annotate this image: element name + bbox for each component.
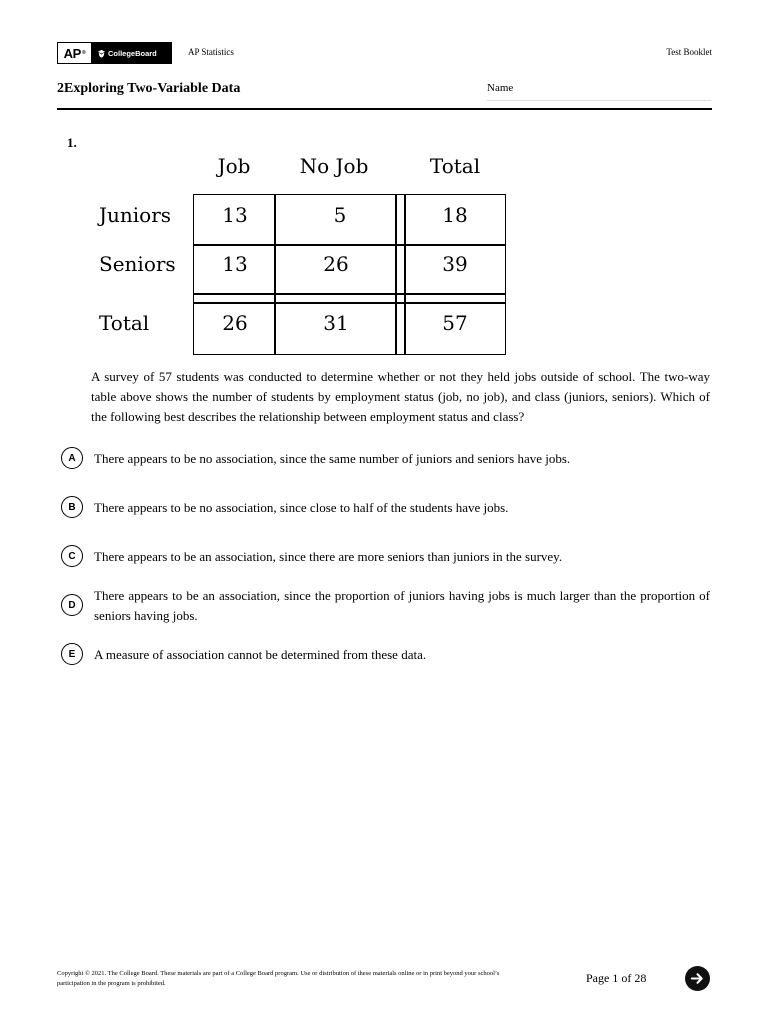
choice-text-a: There appears to be no association, since the same number of juniors and seniors have jobs. bbox=[94, 451, 571, 466]
answer-choice-c[interactable] bbox=[61, 547, 710, 567]
row-header-seniors: Seniors bbox=[99, 252, 176, 276]
grid-line bbox=[404, 195, 406, 354]
table-cell: 26 bbox=[222, 311, 248, 335]
row-header-total: Total bbox=[99, 311, 150, 335]
acorn-icon bbox=[97, 49, 106, 58]
grid-line bbox=[194, 293, 505, 295]
choice-bubble-d[interactable]: D bbox=[61, 594, 83, 616]
table-cell: 26 bbox=[323, 252, 349, 276]
choice-text-d: There appears to be an association, since the proportion of juniors having jobs is much larger than the proportion of seniors having jobs. bbox=[94, 588, 710, 623]
col-header-job: Job bbox=[217, 154, 251, 178]
collegeboard-logo bbox=[91, 43, 171, 63]
col-header-total: Total bbox=[429, 154, 481, 178]
question-number: 1. bbox=[67, 135, 77, 150]
grid-line bbox=[194, 244, 505, 246]
next-page-button[interactable] bbox=[685, 966, 710, 991]
arrow-right-icon bbox=[690, 971, 705, 986]
grid-line bbox=[395, 195, 397, 354]
choice-text-e: A measure of association cannot be determined from these data. bbox=[94, 647, 427, 662]
answer-choice-d[interactable] bbox=[61, 586, 710, 626]
answer-choice-b[interactable] bbox=[61, 498, 710, 518]
name-label: Name bbox=[487, 82, 514, 94]
header-divider bbox=[57, 108, 712, 110]
row-header-juniors: Juniors bbox=[99, 203, 172, 227]
unit-title: 2Exploring Two-Variable Data bbox=[57, 81, 241, 96]
choice-text-b: There appears to be no association, since close to half of the students have jobs. bbox=[94, 500, 509, 515]
grid-line bbox=[274, 195, 276, 354]
name-field-line bbox=[487, 100, 711, 101]
table-cell: 31 bbox=[323, 311, 349, 335]
ap-logo: AP ® bbox=[58, 43, 91, 63]
two-way-table bbox=[90, 148, 510, 358]
booklet-label: Test Booklet bbox=[666, 47, 712, 57]
ap-logo-text: AP bbox=[63, 45, 82, 61]
course-name: AP Statistics bbox=[188, 47, 234, 57]
answer-choice-a[interactable] bbox=[61, 449, 710, 469]
copyright-notice: Copyright © 2021. The College Board. These materials are part of a College Board program. Use or distribution of these materials online or in print beyond your school’s participation in the program is prohibited. bbox=[57, 970, 500, 987]
choice-bubble-e[interactable]: E bbox=[61, 643, 83, 665]
table-cell: 13 bbox=[222, 252, 248, 276]
table-cell: 39 bbox=[442, 252, 468, 276]
table-cell: 57 bbox=[442, 311, 468, 335]
choice-text-c: There appears to be an association, since there are more seniors than juniors in the survey. bbox=[94, 549, 563, 564]
table-cell: 5 bbox=[333, 203, 347, 227]
choice-bubble-c[interactable]: C bbox=[61, 545, 83, 567]
ap-collegeboard-logo bbox=[57, 42, 172, 64]
page-number: Page 1 of 28 bbox=[586, 971, 647, 985]
answer-choice-e[interactable] bbox=[61, 645, 710, 665]
table-cell: 13 bbox=[222, 203, 248, 227]
col-header-no-job: No Job bbox=[299, 154, 369, 178]
grid-line bbox=[194, 302, 505, 304]
collegeboard-logo-text: CollegeBoard bbox=[108, 48, 157, 58]
question-stem: A survey of 57 students was conducted to determine whether or not they held jobs outside of school. The two-way table above shows the number of students by employment status (job, no job), and class (juniors, seniors). Which of the following best describes the relationship between employment status and class? bbox=[91, 369, 710, 424]
choice-bubble-b[interactable]: B bbox=[61, 496, 83, 518]
choice-bubble-a[interactable]: A bbox=[61, 447, 83, 469]
table-cell: 18 bbox=[442, 203, 468, 227]
